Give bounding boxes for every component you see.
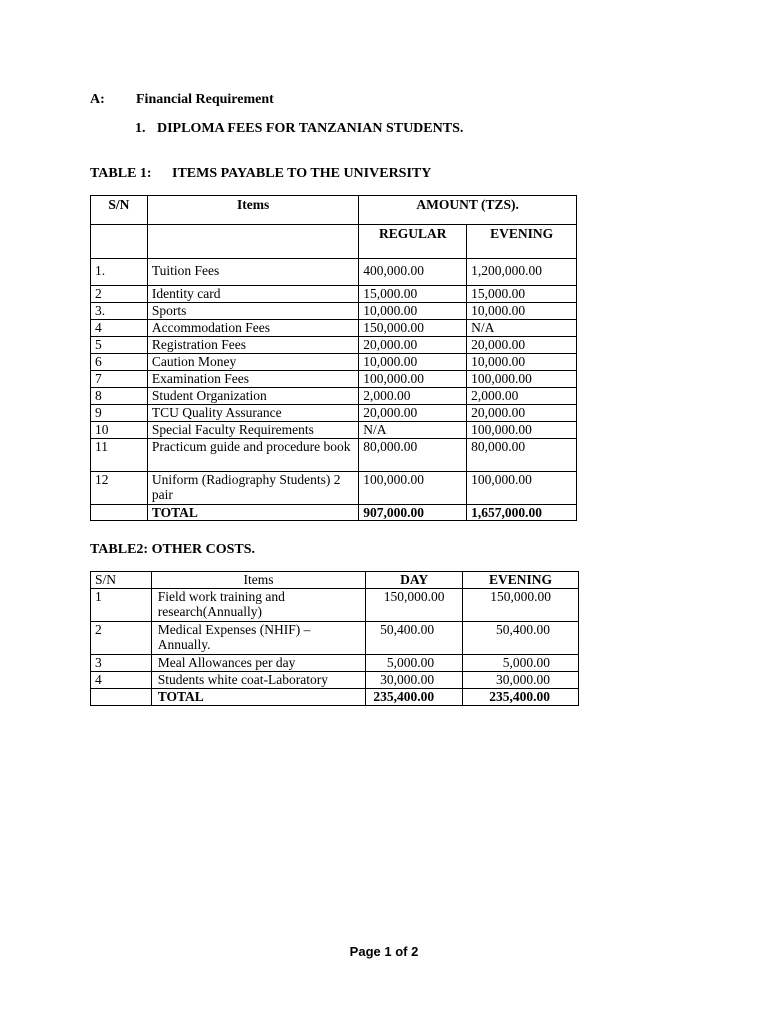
table1-header-sn: S/N xyxy=(91,196,148,225)
row-sn: 12 xyxy=(91,472,148,505)
row-regular: 10,000.00 xyxy=(359,303,467,320)
table1-total-row xyxy=(91,505,577,521)
section-title: Financial Requirement xyxy=(136,92,274,107)
table-row xyxy=(91,320,577,337)
table1-header-regular: REGULAR xyxy=(359,225,467,259)
total-evening: 1,657,000.00 xyxy=(467,505,577,521)
total-day: 235,400.00 xyxy=(366,689,463,706)
page-number: Page 1 of 2 xyxy=(349,944,419,959)
row-item: Uniform (Radiography Students) 2 pair xyxy=(147,472,358,505)
university-fees-table xyxy=(90,195,577,521)
table2-header-row xyxy=(91,572,579,589)
row-item: Practicum guide and procedure book xyxy=(147,439,358,472)
table1-header-evening: EVENING xyxy=(467,225,577,259)
total-label: TOTAL xyxy=(147,505,358,521)
row-item: Medical Expenses (NHIF) – Annually. xyxy=(151,622,365,655)
row-regular: 20,000.00 xyxy=(359,337,467,354)
table-row xyxy=(91,655,579,672)
table1-caption-title: ITEMS PAYABLE TO THE UNIVERSITY xyxy=(172,166,432,181)
table-row xyxy=(91,422,577,439)
row-sn: 7 xyxy=(91,371,148,388)
section-heading xyxy=(90,92,274,108)
total-label: TOTAL xyxy=(151,689,365,706)
row-evening: 100,000.00 xyxy=(467,472,577,505)
row-item: Accommodation Fees xyxy=(147,320,358,337)
row-sn: 8 xyxy=(91,388,148,405)
row-evening: 20,000.00 xyxy=(467,337,577,354)
row-sn: 10 xyxy=(91,422,148,439)
table-row xyxy=(91,259,577,286)
row-sn: 3 xyxy=(91,655,152,672)
row-sn: 2 xyxy=(91,622,152,655)
table-row xyxy=(91,622,579,655)
row-item: Registration Fees xyxy=(147,337,358,354)
table-row xyxy=(91,405,577,422)
row-sn: 3. xyxy=(91,303,148,320)
row-regular: 100,000.00 xyxy=(359,472,467,505)
table-row xyxy=(91,354,577,371)
row-item: Student Organization xyxy=(147,388,358,405)
row-evening: 100,000.00 xyxy=(467,371,577,388)
table2-header-items: Items xyxy=(151,572,365,589)
row-regular: 2,000.00 xyxy=(359,388,467,405)
row-evening: 150,000.00 xyxy=(463,589,579,622)
table1-header-row xyxy=(91,196,577,225)
row-regular: 100,000.00 xyxy=(359,371,467,388)
row-sn: 1. xyxy=(91,259,148,286)
row-day: 30,000.00 xyxy=(366,672,463,689)
row-regular: 80,000.00 xyxy=(359,439,467,472)
row-sn: 4 xyxy=(91,672,152,689)
row-item: Students white coat-Laboratory xyxy=(151,672,365,689)
total-evening: 235,400.00 xyxy=(463,689,579,706)
row-day: 50,400.00 xyxy=(366,622,463,655)
row-evening: 80,000.00 xyxy=(467,439,577,472)
row-item: Meal Allowances per day xyxy=(151,655,365,672)
table-row xyxy=(91,371,577,388)
table-row xyxy=(91,672,579,689)
table-row xyxy=(91,472,577,505)
subsection-number: 1. xyxy=(135,121,146,136)
table-row xyxy=(91,286,577,303)
row-item: Tuition Fees xyxy=(147,259,358,286)
row-item: TCU Quality Assurance xyxy=(147,405,358,422)
subsection-heading xyxy=(135,121,463,137)
total-regular: 907,000.00 xyxy=(359,505,467,521)
row-evening: 100,000.00 xyxy=(467,422,577,439)
row-sn: 6 xyxy=(91,354,148,371)
row-regular: N/A xyxy=(359,422,467,439)
row-evening: 2,000.00 xyxy=(467,388,577,405)
row-sn: 11 xyxy=(91,439,148,472)
row-regular: 15,000.00 xyxy=(359,286,467,303)
other-costs-table xyxy=(90,571,579,706)
table1-subheader-row xyxy=(91,225,577,259)
table2-header-evening: EVENING xyxy=(463,572,579,589)
row-evening: 5,000.00 xyxy=(463,655,579,672)
table-row xyxy=(91,388,577,405)
row-item: Caution Money xyxy=(147,354,358,371)
row-regular: 10,000.00 xyxy=(359,354,467,371)
table-row xyxy=(91,439,577,472)
row-evening: 10,000.00 xyxy=(467,354,577,371)
row-sn: 5 xyxy=(91,337,148,354)
row-evening: 30,000.00 xyxy=(463,672,579,689)
row-evening: 1,200,000.00 xyxy=(467,259,577,286)
row-regular: 20,000.00 xyxy=(359,405,467,422)
section-letter: A: xyxy=(90,92,105,107)
table2-caption: TABLE2: OTHER COSTS. xyxy=(90,542,256,557)
table1-caption xyxy=(90,166,431,182)
row-evening: 10,000.00 xyxy=(467,303,577,320)
row-sn: 1 xyxy=(91,589,152,622)
row-evening: 15,000.00 xyxy=(467,286,577,303)
table-row xyxy=(91,337,577,354)
total-sn-empty xyxy=(91,689,152,706)
table-row xyxy=(91,303,577,320)
row-item: Identity card xyxy=(147,286,358,303)
row-sn: 9 xyxy=(91,405,148,422)
table2-header-day: DAY xyxy=(366,572,463,589)
table1-subheader-empty-sn xyxy=(91,225,148,259)
row-item: Special Faculty Requirements xyxy=(147,422,358,439)
row-sn: 4 xyxy=(91,320,148,337)
row-sn: 2 xyxy=(91,286,148,303)
subsection-title: DIPLOMA FEES FOR TANZANIAN STUDENTS. xyxy=(157,121,464,136)
row-regular: 400,000.00 xyxy=(359,259,467,286)
row-evening: 20,000.00 xyxy=(467,405,577,422)
row-evening: N/A xyxy=(467,320,577,337)
total-sn-empty xyxy=(91,505,148,521)
row-item: Examination Fees xyxy=(147,371,358,388)
table2-total-row xyxy=(91,689,579,706)
table1-header-items: Items xyxy=(147,196,358,225)
table2-header-sn: S/N xyxy=(91,572,152,589)
row-item: Field work training and research(Annually) xyxy=(151,589,365,622)
row-evening: 50,400.00 xyxy=(463,622,579,655)
table1-header-amount: AMOUNT (TZS). xyxy=(359,196,577,225)
table-row xyxy=(91,589,579,622)
table1-subheader-empty-items xyxy=(147,225,358,259)
row-day: 5,000.00 xyxy=(366,655,463,672)
row-item: Sports xyxy=(147,303,358,320)
row-day: 150,000.00 xyxy=(366,589,463,622)
table1-caption-label: TABLE 1: xyxy=(90,166,152,181)
row-regular: 150,000.00 xyxy=(359,320,467,337)
